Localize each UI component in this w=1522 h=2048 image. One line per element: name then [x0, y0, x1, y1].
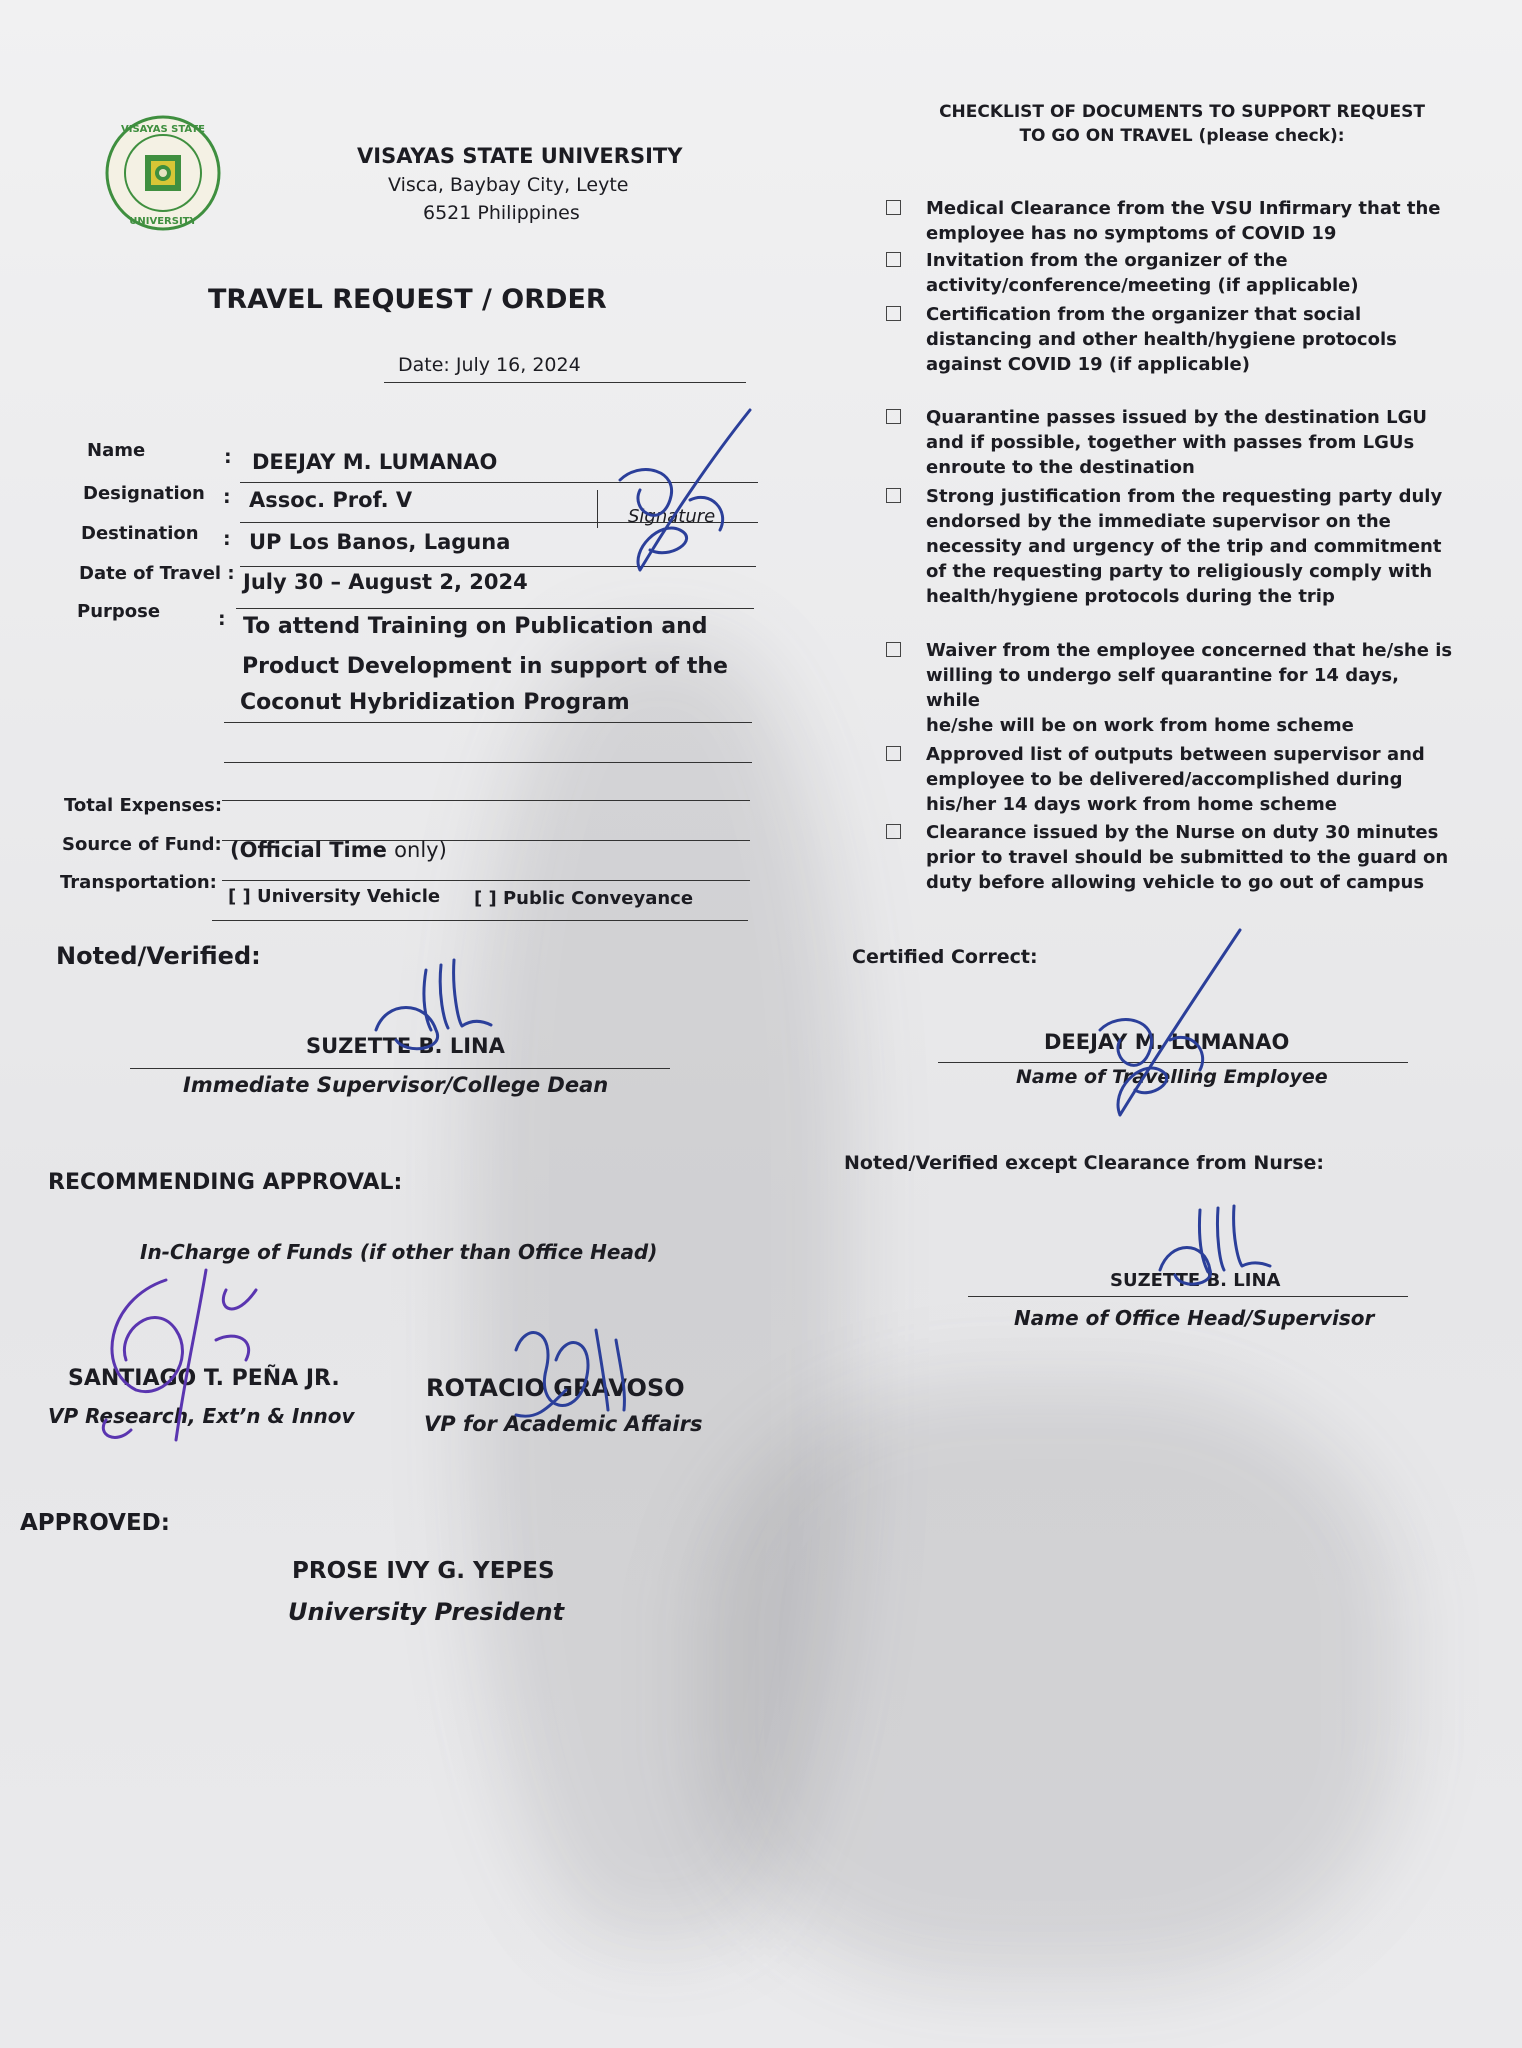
certified-correct-label: Certified Correct: — [852, 946, 1038, 968]
designation-value[interactable]: Assoc. Prof. V — [249, 488, 413, 512]
employee-role: Name of Travelling Employee — [1016, 1066, 1328, 1088]
approved-label: APPROVED: — [20, 1510, 170, 1536]
vp-research-name: SANTIAGO T. PEÑA JR. — [68, 1366, 340, 1391]
name-label: Name — [87, 440, 146, 461]
form-date: Date: July 16, 2024 — [398, 354, 581, 376]
total-expenses-label: Total Expenses: — [64, 795, 223, 816]
checklist-item-text: he/she will be on work from home scheme — [926, 715, 1354, 736]
purpose-line-1[interactable]: To attend Training on Publication and — [243, 614, 708, 639]
checklist-item-text: employee has no symptoms of COVID 19 — [926, 223, 1337, 244]
checklist-item-text: employee to be delivered/accomplished during — [926, 769, 1403, 790]
checklist-item-text: of the requesting party to religiously comply with — [926, 561, 1433, 582]
supervisor-signature-line — [130, 1068, 670, 1069]
checklist-item-text: Clearance issued by the Nurse on duty 30 minutes — [926, 822, 1439, 843]
form-title: TRAVEL REQUEST / ORDER — [208, 284, 607, 315]
employee-signature-certified — [1090, 920, 1270, 1120]
colon: : — [218, 608, 226, 630]
checklist-item — [898, 248, 1458, 298]
checklist-title-line-2: TO GO ON TRAVEL (please check): — [1019, 126, 1345, 146]
university-seal-logo — [104, 114, 222, 232]
in-charge-of-funds-label: In-Charge of Funds (if other than Office Head) — [140, 1240, 658, 1264]
checklist-item-text: Waiver from the employee concerned that he/she is — [926, 640, 1453, 661]
office-head-signature — [1150, 1200, 1280, 1290]
transport-university-vehicle-option[interactable]: [ ] University Vehicle — [228, 886, 441, 907]
checkbox[interactable] — [886, 200, 901, 215]
photo-shadow — [700, 1380, 1400, 1980]
photo-shadow — [470, 640, 850, 1940]
checklist-title-line-1: CHECKLIST OF DOCUMENTS TO SUPPORT REQUEST — [939, 102, 1425, 122]
date-underline — [384, 382, 746, 383]
checklist-item — [898, 820, 1458, 895]
destination-label: Destination — [81, 523, 199, 544]
signature-box-divider — [597, 490, 598, 528]
checkbox[interactable] — [886, 824, 901, 839]
vp-academic-name: ROTACIO GRAVOSO — [426, 1374, 685, 1402]
vp-research-role: VP Research, Ext’n & Innov — [48, 1404, 355, 1428]
source-of-fund-label: Source of Fund: — [62, 834, 222, 855]
purpose-label: Purpose — [77, 601, 161, 622]
checklist-item-text: enroute to the destination — [926, 457, 1195, 478]
president-name: PROSE IVY G. YEPES — [292, 1558, 555, 1584]
checkbox[interactable] — [886, 252, 901, 267]
university-name: VISAYAS STATE UNIVERSITY — [357, 144, 683, 168]
checklist-item-text: Certification from the organizer that social — [926, 304, 1362, 325]
designation-label: Designation — [83, 483, 205, 504]
noted-verified-label: Noted/Verified: — [56, 942, 261, 970]
office-head-role: Name of Office Head/Supervisor — [1014, 1306, 1375, 1330]
purpose-underline-3 — [224, 722, 752, 723]
purpose-line-3[interactable]: Coconut Hybridization Program — [240, 690, 630, 715]
name-value[interactable]: DEEJAY M. LUMANAO — [252, 450, 498, 474]
noted-except-nurse-label: Noted/Verified except Clearance from Nurse: — [844, 1152, 1325, 1174]
employee-signature-top — [600, 400, 780, 580]
checklist-item-text: necessity and urgency of the trip and commitment — [926, 536, 1442, 557]
svg-text:VISAYAS STATE: VISAYAS STATE — [120, 124, 206, 135]
university-zip-country: 6521 Philippines — [423, 202, 580, 224]
svg-text:UNIVERSITY: UNIVERSITY — [129, 216, 197, 227]
checklist-item-text: his/her 14 days work from home scheme — [926, 794, 1337, 815]
purpose-underline-4 — [224, 762, 752, 763]
source-of-fund-value[interactable] — [230, 838, 447, 862]
employee-name: DEEJAY M. LUMANAO — [1044, 1030, 1290, 1054]
checklist-title — [922, 100, 1442, 148]
checklist-item-text: duty before allowing vehicle to go out of campus — [926, 872, 1425, 893]
vp-research-signature — [86, 1250, 276, 1450]
date-of-travel-label: Date of Travel : — [79, 563, 235, 584]
checklist-item — [898, 638, 1458, 738]
checklist-item-text: Invitation from the organizer of the — [926, 250, 1288, 271]
office-head-signature-line — [968, 1296, 1408, 1297]
checkbox[interactable] — [886, 409, 901, 424]
supervisor-name: SUZETTE B. LINA — [306, 1034, 505, 1058]
checklist-item-text: health/hygiene protocols during the trip — [926, 586, 1335, 607]
checklist-item-text: against COVID 19 (if applicable) — [926, 354, 1250, 375]
checklist-item-text: prior to travel should be submitted to the guard on — [926, 847, 1449, 868]
checkbox[interactable] — [886, 642, 901, 657]
supervisor-role: Immediate Supervisor/College Dean — [183, 1073, 609, 1097]
checklist-item-text: activity/conference/meeting (if applicable) — [926, 275, 1359, 296]
checklist-item-text: endorsed by the immediate supervisor on the — [926, 511, 1391, 532]
checklist-item-text: distancing and other health/hygiene protocols — [926, 329, 1397, 350]
source-of-fund-value-a: (Official Time — [230, 838, 387, 862]
checklist-item — [898, 302, 1458, 377]
president-role: University President — [288, 1598, 565, 1626]
checklist-item-text: Medical Clearance from the VSU Infirmary that the — [926, 198, 1441, 219]
transportation-underline — [212, 920, 748, 921]
destination-value[interactable]: UP Los Banos, Laguna — [249, 530, 511, 554]
office-head-name: SUZETTE B. LINA — [1110, 1270, 1281, 1291]
checklist-item-text: Strong justification from the requesting party duly — [926, 486, 1443, 507]
checklist-item — [898, 196, 1458, 246]
university-address: Visca, Baybay City, Leyte — [388, 174, 629, 196]
recommending-approval-label: RECOMMENDING APPROVAL: — [48, 1170, 403, 1195]
checkbox[interactable] — [886, 746, 901, 761]
transport-public-conveyance-option[interactable]: [ ] Public Conveyance — [474, 888, 694, 909]
signature-label: Signature — [628, 506, 716, 527]
checklist-item-text: willing to undergo self quarantine for 14 days, while — [926, 665, 1399, 711]
checklist-item-text: Approved list of outputs between supervisor and — [926, 744, 1425, 765]
date-of-travel-value[interactable]: July 30 – August 2, 2024 — [243, 570, 528, 594]
date-of-travel-underline — [236, 608, 754, 609]
colon: : — [223, 486, 231, 508]
checklist-item-text: and if possible, together with passes from LGUs — [926, 432, 1415, 453]
vp-academic-signature — [506, 1310, 646, 1430]
source-of-fund-value-b: only) — [394, 838, 447, 862]
checklist-item — [898, 405, 1458, 480]
colon: : — [223, 528, 231, 550]
colon: : — [224, 446, 232, 468]
purpose-line-2[interactable]: Product Development in support of the — [242, 654, 728, 679]
source-of-fund-underline — [222, 880, 750, 881]
vp-academic-role: VP for Academic Affairs — [424, 1412, 703, 1436]
checkbox[interactable] — [886, 488, 901, 503]
supervisor-signature — [366, 950, 506, 1060]
purpose-underline-5 — [222, 800, 750, 801]
checklist-item-text: Quarantine passes issued by the destination LGU — [926, 407, 1427, 428]
checklist-item — [898, 742, 1458, 817]
transportation-label: Transportation: — [60, 872, 217, 893]
checklist-item — [898, 484, 1458, 609]
checkbox[interactable] — [886, 306, 901, 321]
